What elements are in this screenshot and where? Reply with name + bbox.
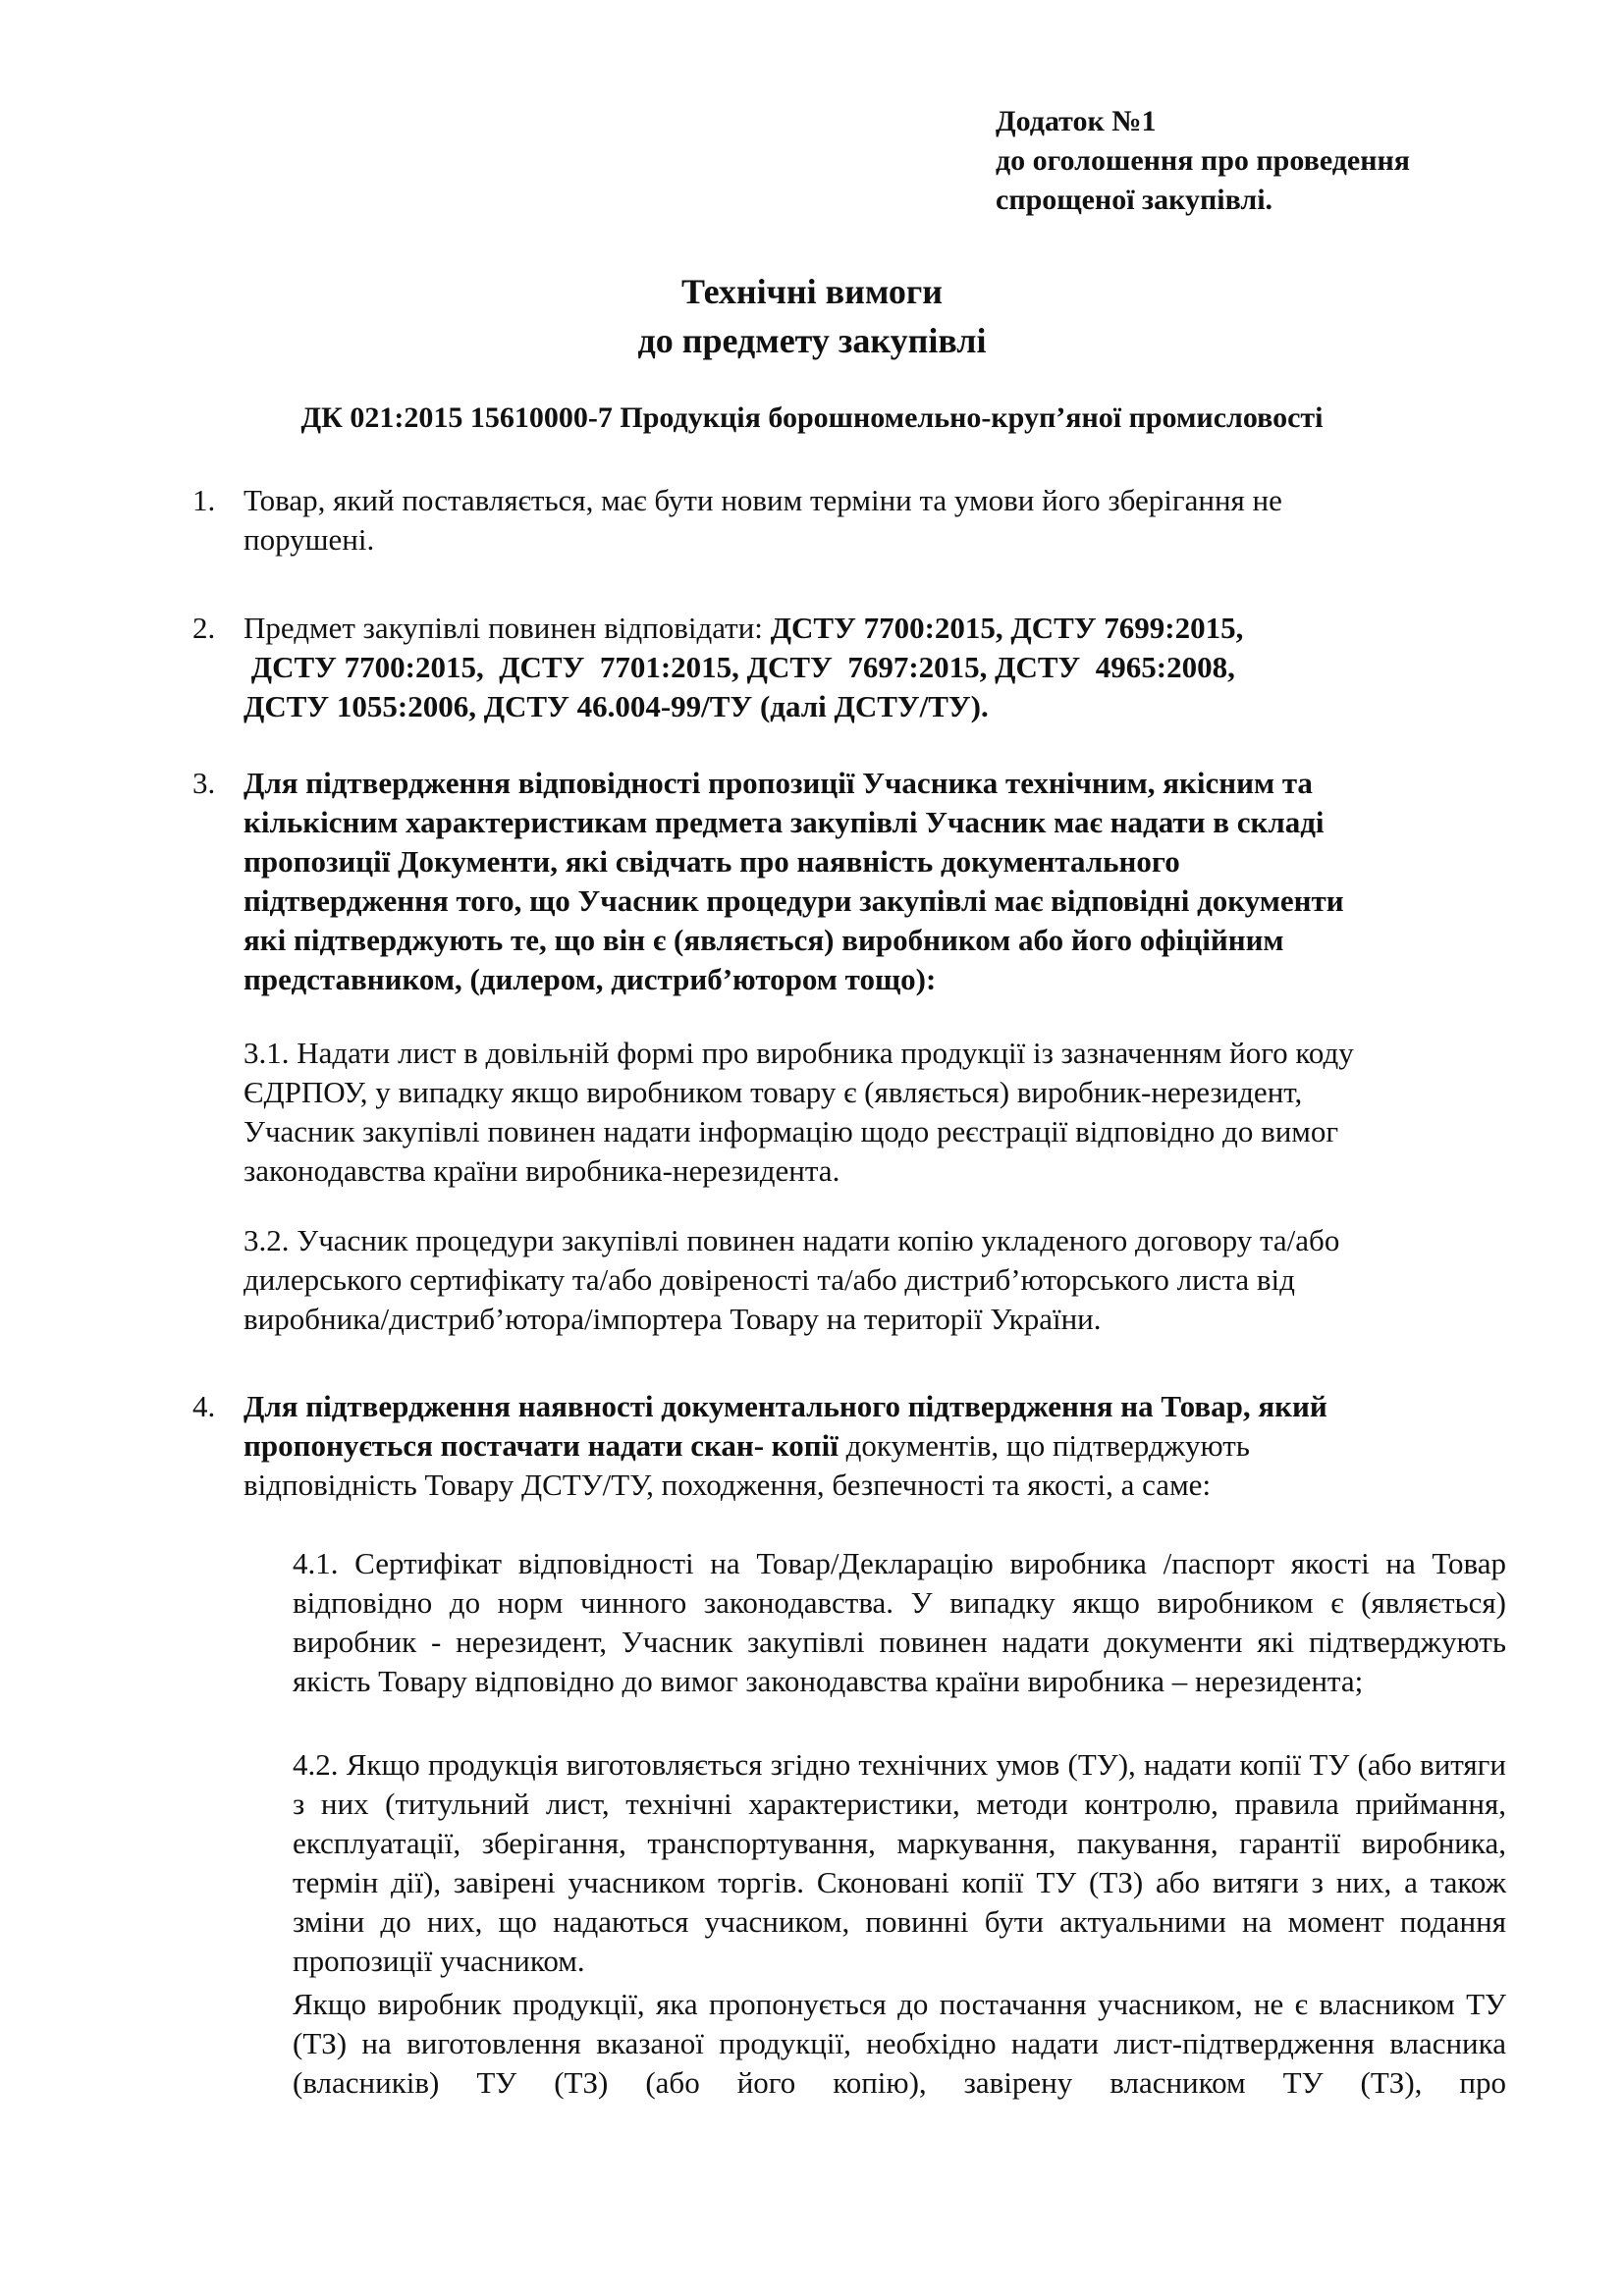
document-title <box>0 267 1624 365</box>
subitem-text-line: 3.1. Надати лист в довільній формі про виробника продукції із зазначенням його коду <box>244 1036 1354 1070</box>
list-number: 2. <box>192 611 216 645</box>
subitem-text-line: виробника/дистриб’ютора/імпортера Товару на території України. <box>244 1302 1102 1336</box>
item-lead-text: Предмет закупівлі повинен відповідати: <box>244 611 771 645</box>
subitem-text-line: законодавства країни виробника-нерезидента. <box>244 1153 840 1188</box>
annex-line-2: до оголошення про проведення <box>996 144 1411 177</box>
item-text-line: Для підтвердження відповідності пропозиції Учасника технічним, якісним та <box>244 766 1313 800</box>
list-number: 4. <box>192 1389 216 1423</box>
list-item-1 <box>192 481 1471 560</box>
list-number: 3. <box>192 766 216 800</box>
title-line-2: до предмету закупівлі <box>637 321 987 360</box>
list-item-2 <box>192 609 1471 726</box>
item-text-line: кількісним характеристикам предмета закупівлі Учасник має надати в складі <box>244 805 1325 839</box>
item-text-line: які підтверджують те, що він є (являється) виробником або його офіційним <box>244 923 1284 957</box>
list-item-4 <box>192 1387 1471 1505</box>
item-regular-text: документів, що підтверджують <box>838 1428 1250 1463</box>
item-bold-text: пропонується постачати надати скан- копії <box>244 1428 839 1463</box>
subitem-text-line: 3.2. Учасник процедури закупівлі повинен надати копію укладеного договору та/або <box>244 1223 1340 1257</box>
list-item-3 <box>192 764 1471 999</box>
subitem-text-line: ЄДРПОУ, у випадку якщо виробником товару є (являється) виробник-нерезидент, <box>244 1075 1303 1109</box>
subitem-3-1 <box>244 1034 1471 1191</box>
subitem-3-2 <box>244 1221 1471 1339</box>
title-line-1: Технічні вимоги <box>680 272 943 311</box>
item-text-line: Товар, який поставляється, має бути новим терміни та умови його зберігання не <box>244 483 1282 517</box>
item-text-line: порушені. <box>244 522 375 557</box>
subitem-text-line: дилерського сертифікату та/або довіреності та/або дистриб’юторського листа від <box>244 1262 1295 1297</box>
annex-header <box>996 102 1545 220</box>
subitem-text-line: Учасник закупівлі повинен надати інформацію щодо реєстрації відповідно до вимог <box>244 1114 1339 1148</box>
item-text-line: Для підтвердження наявності документального підтвердження на Товар, який <box>244 1389 1327 1423</box>
standards-list-bold: ДСТУ 7700:2015, ДСТУ 7699:2015, <box>770 611 1244 645</box>
subitem-4-2: 4.2. Якщо продукція виготовляється згідно технічних умов (ТУ), надати копії ТУ (або витяги з них (титульний лист, технічні характеристики, методи контролю, правила приймання, експлуатації, зберігання, транспортування, маркування, пакування, гарантії виробника, термін дії), завірені учасником торгів. Сконовані копії ТУ (ТЗ) або витяги з них, а також зміни до них, що надаються учасником, повинні бути актуальними на момент подання пропозиції учасником. <box>293 1747 1506 1978</box>
document-subtitle: ДК 021:2015 15610000-7 Продукція борошномельно-круп’яної промисловості <box>300 401 1324 434</box>
item-text-line <box>244 1426 1471 1466</box>
item-text-line <box>244 609 1471 648</box>
paragraph-owner-confirmation: Якщо виробник продукції, яка пропонується до постачання учасником, не є власником ТУ (ТЗ) на виготовлення вказаної продукції, необхідно надати лист-підтвердження власника (власників) ТУ (ТЗ) (або його копію), завірену власником ТУ (ТЗ), про <box>293 1987 1506 2100</box>
item-text-line: підтвердження того, що Учасник процедури закупівлі має відповідні документи <box>244 883 1344 918</box>
subitem-4-1: 4.1. Сертифікат відповідності на Товар/Декларацію виробника /паспорт якості на Товар відповідно до норм чинного законодавства. У випадку якщо виробником є (являється) виробник - нерезидент, Учасник закупівлі повинен надати документи які підтверджують якість Товару відповідно до вимог законодавства країни виробника – нерезидента; <box>293 1546 1506 1698</box>
item-text-line: відповідність Товару ДСТУ/ТУ, походження, безпечності та якості, а саме: <box>244 1468 1212 1502</box>
annex-line-3: спрощеної закупівлі. <box>996 184 1273 216</box>
list-number: 1. <box>192 483 216 517</box>
standards-list-bold: ДСТУ 1055:2006, ДСТУ 46.004-99/ТУ (далі ДСТУ/ТУ). <box>244 689 989 723</box>
item-text-line: представником, (дилером, дистриб’ютором тощо): <box>244 962 937 996</box>
standards-list-bold: ДСТУ 7700:2015, ДСТУ 7701:2015, ДСТУ 7697:2015, ДСТУ 4965:2008, <box>244 650 1235 684</box>
annex-line-1: Додаток №1 <box>996 105 1157 137</box>
item-text-line: пропозиції Документи, які свідчать про наявність документального <box>244 844 1180 879</box>
